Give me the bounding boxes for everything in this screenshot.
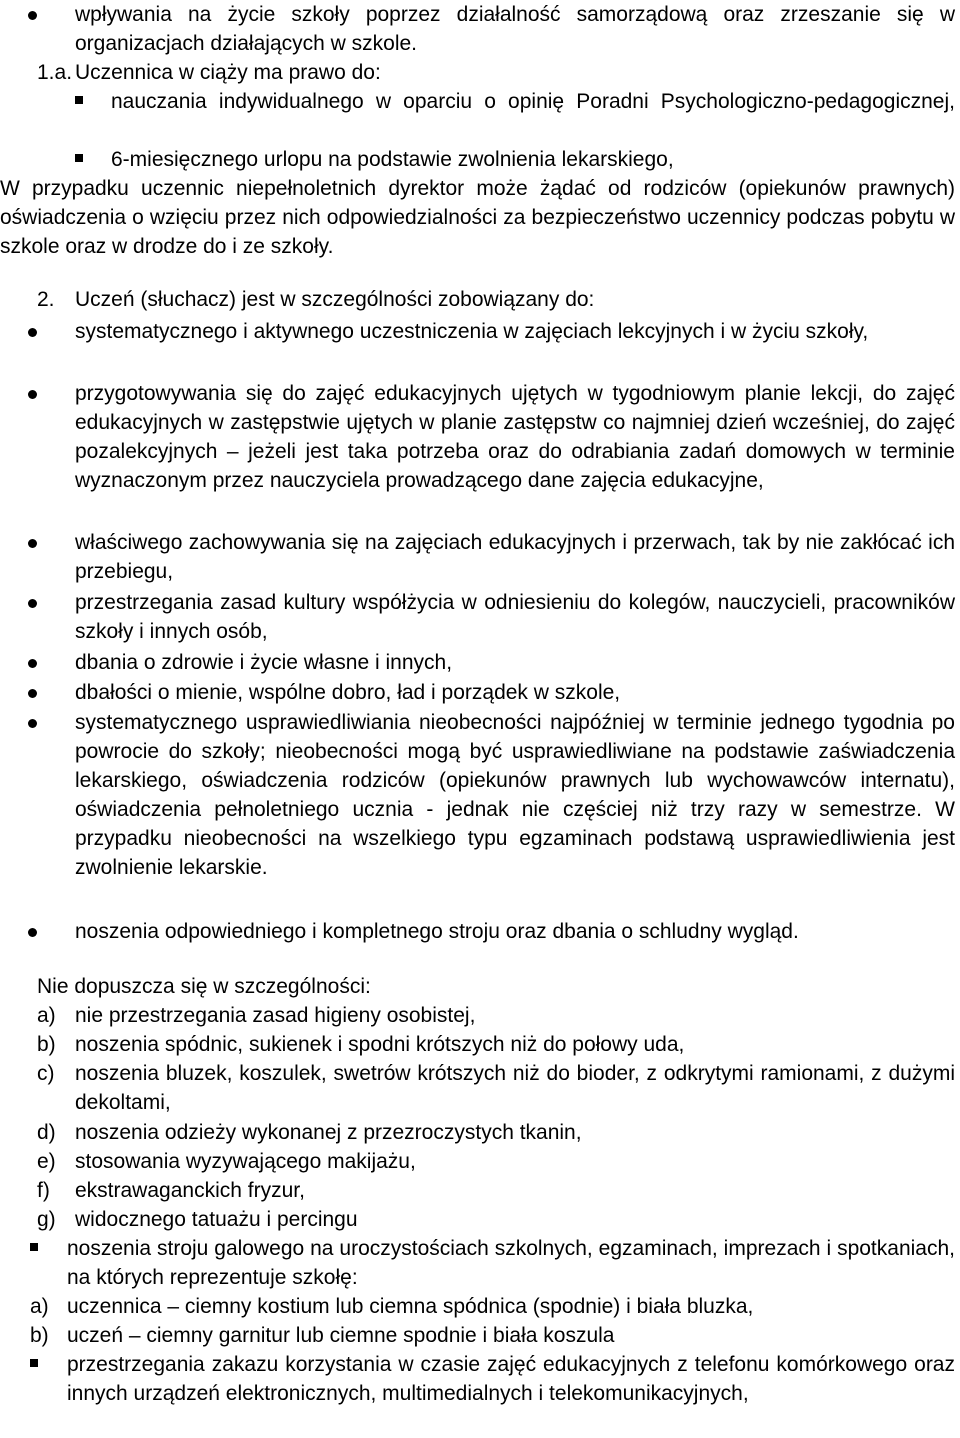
list-label: a) (37, 1004, 56, 1027)
section-2-label: 2. (37, 288, 55, 311)
bullet-icon (28, 539, 37, 548)
bullet-icon (28, 599, 37, 608)
prohibited-item: stosowania wyzywającego makijażu, (75, 1150, 416, 1173)
pregnancy-paragraph: W przypadku uczennic niepełnoletnich dyrektor może żądać od rodziców (opiekunów prawnych) oświadczenia o wzięciu przez nich odpowiedzialności za bezpieczeństwo uczennicy podczas pobytu w szkole oraz w drodze do i ze szkoły. (0, 177, 955, 258)
square-bullet-icon (30, 1359, 38, 1367)
list-label: g) (37, 1208, 56, 1231)
bullet-icon (28, 390, 37, 399)
prohibited-item: noszenia odzieży wykonanej z przezroczystych tkanin, (75, 1121, 582, 1144)
list-label: c) (37, 1062, 55, 1085)
list-label: b) (37, 1033, 56, 1056)
sub-item-1: nauczania indywidualnego w oparciu o opinię Poradni Psychologiczno-pedagogicznej, (111, 90, 955, 113)
prohibited-item: noszenia spódnic, sukienek i spodni krótszych niż do połowy uda, (75, 1033, 685, 1056)
point-1a-label: 1.a. (37, 61, 73, 84)
duty-item: dbałości o mienie, wspólne dobro, ład i porządek w szkole, (75, 681, 621, 704)
prohibited-item: widocznego tatuażu i percingu (75, 1208, 358, 1231)
bullet-icon (28, 11, 37, 20)
duty-item: noszenia odpowiedniego i kompletnego stroju oraz dbania o schludny wygląd. (75, 920, 799, 943)
phones-text: przestrzegania zakazu korzystania w czasie zajęć edukacyjnych z telefonu komórkowego oraz innych urządzeń elektronicznych, multimedialnych i telekomunikacyjnych, (67, 1353, 955, 1405)
duty-item: przygotowywania się do zajęć edukacyjnych ujętych w tygodniowym planie lekcji, do zajęć edukacyjnych w zastępstwie ujętych w planie zastępstw co najmniej dzień wcześniej, do zajęć pozalekcyjnych – jeżeli jest taka potrzeba oraz do odrabiania zadań domowych w terminie wyznaczonym przez nauczyciela prowadzącego dane zajęcia edukacyjne, (75, 382, 955, 492)
bullet-icon (28, 719, 37, 728)
bullet-icon (28, 928, 37, 937)
square-bullet-icon (75, 96, 83, 104)
bullet-icon (28, 328, 37, 337)
point-1a-text: Uczennica w ciąży ma prawo do: (75, 61, 381, 84)
gala-item: uczeń – ciemny garnitur lub ciemne spodnie i biała koszula (67, 1324, 615, 1347)
duty-item: właściwego zachowywania się na zajęciach edukacyjnych i przerwach, tak by nie zakłócać ich przebiegu, (75, 531, 955, 583)
prohibited-heading: Nie dopuszcza się w szczególności: (37, 975, 371, 998)
prohibited-item: noszenia bluzek, koszulek, swetrów krótszych niż do bioder, z odkrytymi ramionami, z dużymi dekoltami, (75, 1062, 955, 1114)
duty-item: przestrzegania zasad kultury współżycia w odniesieniu do kolegów, nauczycieli, pracowników szkoły i innych osób, (75, 591, 955, 643)
square-bullet-icon (75, 154, 83, 162)
list-label: e) (37, 1150, 56, 1173)
sub-item-2: 6-miesięcznego urlopu na podstawie zwolnienia lekarskiego, (111, 148, 674, 171)
prohibited-item: ekstrawaganckich fryzur, (75, 1179, 305, 1202)
list-label: b) (30, 1324, 49, 1347)
prohibited-item: nie przestrzegania zasad higieny osobistej, (75, 1004, 476, 1027)
list-label: f) (37, 1179, 50, 1202)
square-bullet-icon (30, 1243, 38, 1251)
bullet-icon (28, 659, 37, 668)
duty-item: systematycznego usprawiedliwiania nieobecności najpóźniej w terminie jednego tygodnia po powrocie do szkoły; nieobecności mogą być usprawiedliwiane na podstawie zaświadczenia lekarskiego, oświadczenia rodziców (opiekunów prawnych lub wychowawców internatu), oświadczenia pełnoletniego ucznia - jednak nie częściej niż trzy razy w semestrze. W przypadku nieobecności na wszelkiego typu egzaminach podstawą usprawiedliwienia jest zwolnienie lekarskie. (75, 711, 955, 879)
list-label: d) (37, 1121, 56, 1144)
duty-item: dbania o zdrowie i życie własne i innych, (75, 651, 453, 674)
list-label: a) (30, 1295, 49, 1318)
bullet-icon (28, 689, 37, 698)
bullet-first: wpływania na życie szkoły poprzez działalność samorządową oraz zrzeszanie się w organizacjach działających w szkole. (75, 3, 955, 55)
gala-text: noszenia stroju galowego na uroczystościach szkolnych, egzaminach, imprezach i spotkaniach, na których reprezentuje szkołę: (67, 1237, 955, 1289)
duty-item: systematycznego i aktywnego uczestniczenia w zajęciach lekcyjnych i w życiu szkoły, (75, 320, 869, 343)
section-2-intro: Uczeń (słuchacz) jest w szczególności zobowiązany do: (75, 288, 595, 311)
gala-item: uczennica – ciemny kostium lub ciemna spódnica (spodnie) i biała bluzka, (67, 1295, 754, 1318)
